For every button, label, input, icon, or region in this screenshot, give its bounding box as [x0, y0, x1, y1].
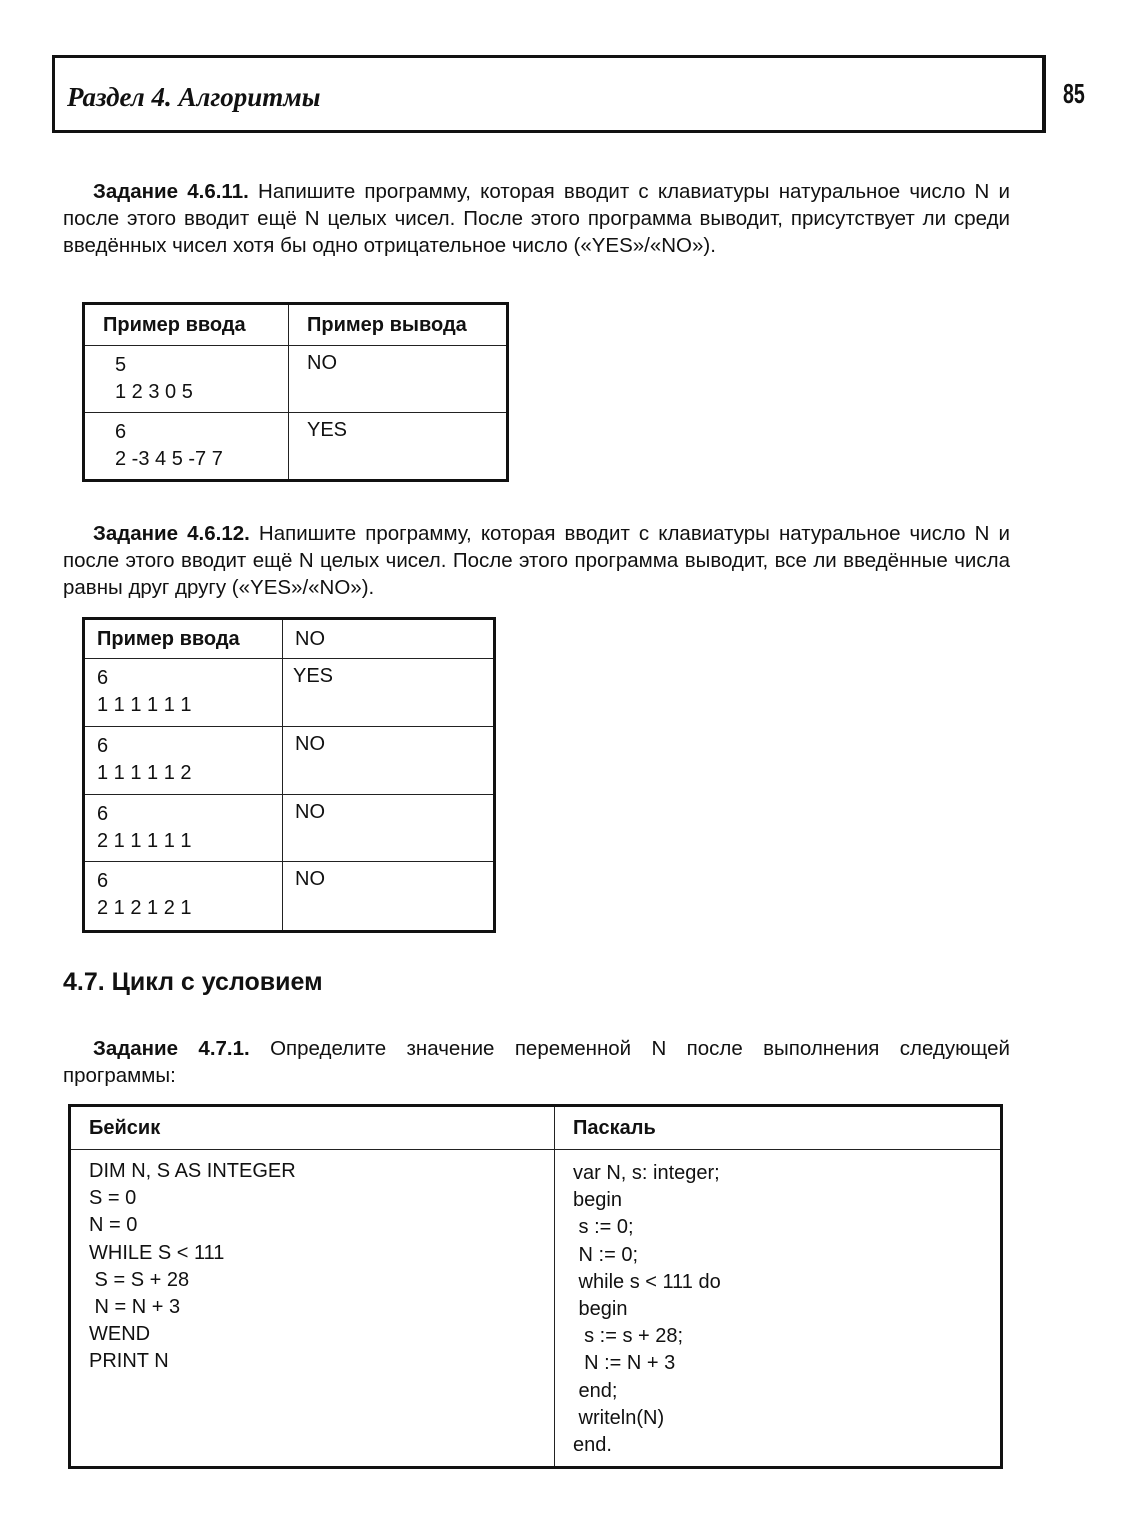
output-cell: NO [283, 862, 495, 932]
column-header: NO [283, 619, 495, 659]
input-cell: 6 2 1 2 1 2 1 [84, 862, 283, 932]
column-header-basic: Бейсик [70, 1106, 555, 1150]
task-label: Задание 4.6.11. [93, 180, 249, 203]
section-title: Раздел 4. Алгоритмы [67, 82, 321, 112]
task-4-6-12 [63, 520, 1010, 601]
basic-code: DIM N, S AS INTEGER S = 0 N = 0 WHILE S < 111 S = S + 28 N = N + 3 WEND PRINT N [70, 1150, 555, 1468]
example-table-4-6-11 [82, 302, 509, 482]
code-table [68, 1104, 1003, 1469]
column-header: Пример вывода [289, 304, 508, 346]
output-cell: NO [283, 727, 495, 795]
input-cell: 6 1 1 1 1 1 1 [84, 659, 283, 727]
column-header: Пример ввода [84, 304, 289, 346]
column-header: Пример ввода [84, 619, 283, 659]
input-cell: 6 2 1 1 1 1 1 [84, 795, 283, 862]
task-label: Задание 4.7.1. [93, 1037, 250, 1060]
task-text: Напишите программу, которая вводит с клавиатуры натуральное число N и после этого вводит ещё N целых чисел. После этого программа выводит, все ли введённые числа равны друг другу («YES»/«NO»). [63, 522, 1010, 599]
task-text: Напишите программу, которая вводит с клавиатуры натуральное число N и после этого вводит ещё N целых чисел. После этого программа выводит, присутствует ли среди введённых чисел хотя бы одно отрицательное число («YES»/«NO»). [63, 180, 1010, 257]
column-header-pascal: Паскаль [555, 1106, 1002, 1150]
task-label: Задание 4.6.12. [93, 522, 250, 545]
task-text: Определите значение переменной N после выполнения следующей программы: [63, 1037, 1010, 1087]
input-cell: 5 1 2 3 0 5 [84, 346, 289, 413]
section-header-box [52, 55, 1046, 133]
example-table-4-6-12 [82, 617, 496, 933]
output-cell: YES [283, 659, 495, 727]
page-number: 85 [1063, 78, 1085, 109]
input-cell: 6 1 1 1 1 1 2 [84, 727, 283, 795]
input-cell: 6 2 -3 4 5 -7 7 [84, 413, 289, 481]
task-4-6-11 [63, 178, 1010, 259]
output-cell: NO [283, 795, 495, 862]
pascal-code: var N, s: integer; begin s := 0; N := 0; while s < 111 do begin s := s + 28; N := N + 3 end; writeln(N) end. [555, 1150, 1002, 1468]
section-heading: 4.7. Цикл с условием [63, 968, 323, 996]
output-cell: NO [289, 346, 508, 413]
output-cell: YES [289, 413, 508, 481]
task-4-7-1 [63, 1035, 1010, 1089]
